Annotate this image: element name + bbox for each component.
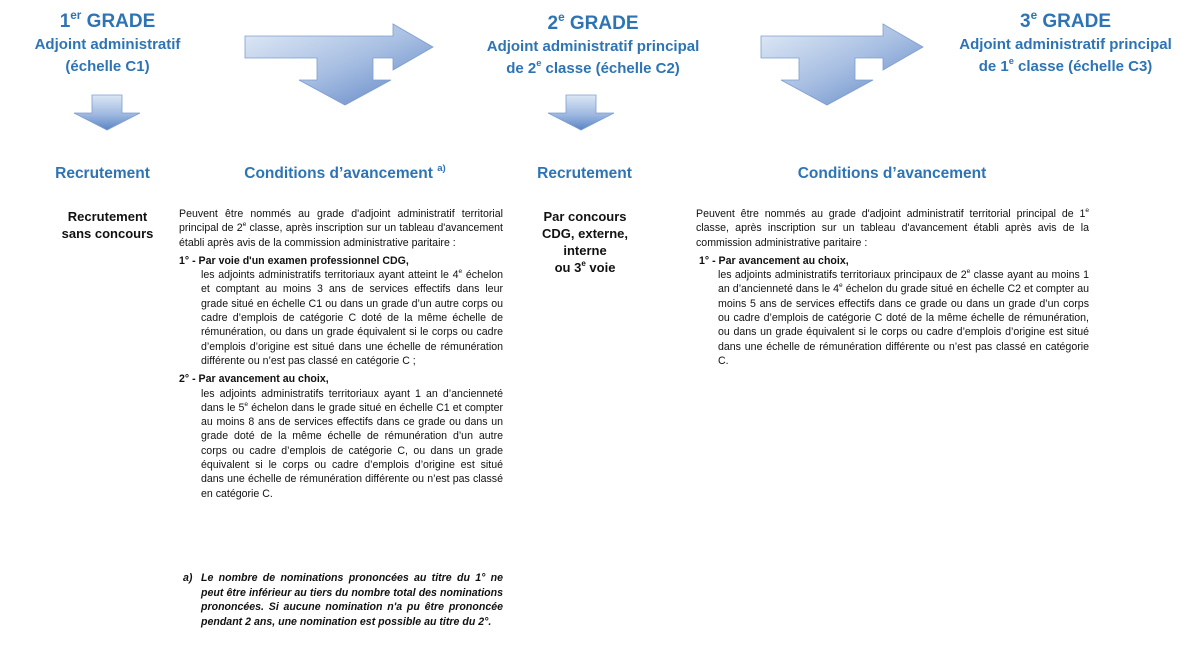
down-arrow-icon [546, 95, 616, 131]
down-arrow-icon [72, 95, 142, 131]
heading-recrutement-1: Recrutement [55, 165, 150, 182]
grade-2-block [448, 12, 738, 80]
grade-1-title: 1er GRADE [59, 8, 156, 32]
conditions-2-item1-body: les adjoints administratifs territoriaux principaux de 2e classe ayant au moins 1 an d’ancienneté dans le 4e échelon du grade situé en échelle C2 et compter au moins 5 ans de services effectifs dans ce grade ou dans un grade d’un corps ou cadre d’emplois de catégorie C doté de la même échelle de rémunération, ou dans un grade équivalent si le corps ou cadre d’emplois d’origine est situé dans une échelle de rémunération différente ou n’est pas classé en catégorie C. [718, 268, 1090, 367]
conditions-1-item1-heading: 1° - Par voie d'un examen professionnel CDG, [179, 254, 409, 267]
footnote-text: Le nombre de nominations prononcées au titre du 1° ne peut être inférieur au tiers du nombre total des nominations prononcées. Si aucune nomination n'a pu être prononcée pendant 2 ans, une nomination est possible au titre du 2°. [201, 572, 503, 628]
heading-recrutement-2: Recrutement [537, 165, 632, 182]
grade-3-block [938, 10, 1193, 78]
conditions-1-item1-body: les adjoints administratifs territoriaux ayant atteint le 4e échelon et comptant au moins 3 ans de services effectifs dans leur grade situé en échelle C1 ou dans un grade d’un autre corps ou cadre d’emplois de catégorie C doté de la même échelle de rémunération, ou dans un grade équivalent si le corps ou cadre d’emplois d’origine est situé dans une échelle de rémunération différente ou n’est pas classé en catégorie C ; [201, 268, 503, 367]
conditions-2-text [696, 207, 1089, 368]
bent-arrow-icon [735, 24, 925, 106]
recrutement-1-text: Recrutement sans concours [61, 209, 154, 241]
grade-1-block [0, 10, 215, 78]
recrutement-2-text: Par concours CDG, externe, interne ou 3e voie [542, 209, 628, 275]
footnote-label: a) [183, 572, 193, 584]
conditions-1-item2-heading: 2° - Par avancement au choix, [179, 373, 329, 386]
conditions-2-item1-heading: 1° - Par avancement au choix, [699, 254, 849, 267]
grade-3-subtitle: Adjoint administratif principal [959, 36, 1172, 53]
grade-2-scale: de 2e classe (échelle C2) [506, 58, 680, 77]
conditions-1-item2-body: les adjoints administratifs territoriaux ayant 1 an d’ancienneté dans le 5e échelon dans le grade situé en échelle C1 et compter au moins 8 ans de services effectifs dans ce grade ou dans un grade doté de la même échelle de rémunération d’un autre corps ou cadre d’emplois de catégorie C, ou dans un grade équivalent si le corps ou cadre d’emplois d’origine est situé dans une échelle de rémunération différente ou n’est pas classé en catégorie C. [201, 387, 504, 500]
conditions-2-intro: Peuvent être nommés au grade d'adjoint administratif territorial principal de 1e classe, après inscription sur un tableau d'avancement établi après avis de la commission administrative paritaire : [696, 206, 1089, 249]
grade-2-subtitle: Adjoint administratif principal [486, 38, 700, 55]
grade-2-title: 2e GRADE [547, 10, 639, 34]
bent-arrow-icon [245, 24, 435, 106]
footnote [183, 571, 503, 629]
conditions-1-text [179, 207, 503, 501]
heading-conditions-2: Conditions d’avancement [797, 165, 987, 182]
grade-3-title: 3e GRADE [1019, 8, 1112, 32]
grade-3-scale: de 1e classe (échelle C3) [978, 56, 1153, 75]
grade-1-subtitle: Adjoint administratif [34, 36, 181, 53]
conditions-1-intro: Peuvent être nommés au grade d'adjoint administratif territorial principal de 2e classe, après inscription sur un tableau d'avancement établi après avis de la commission administrative paritaire : [179, 208, 503, 249]
grade-1-scale: (échelle C1) [65, 58, 150, 75]
heading-conditions-1: Conditions d’avancement $^{a)}$ [244, 162, 446, 182]
